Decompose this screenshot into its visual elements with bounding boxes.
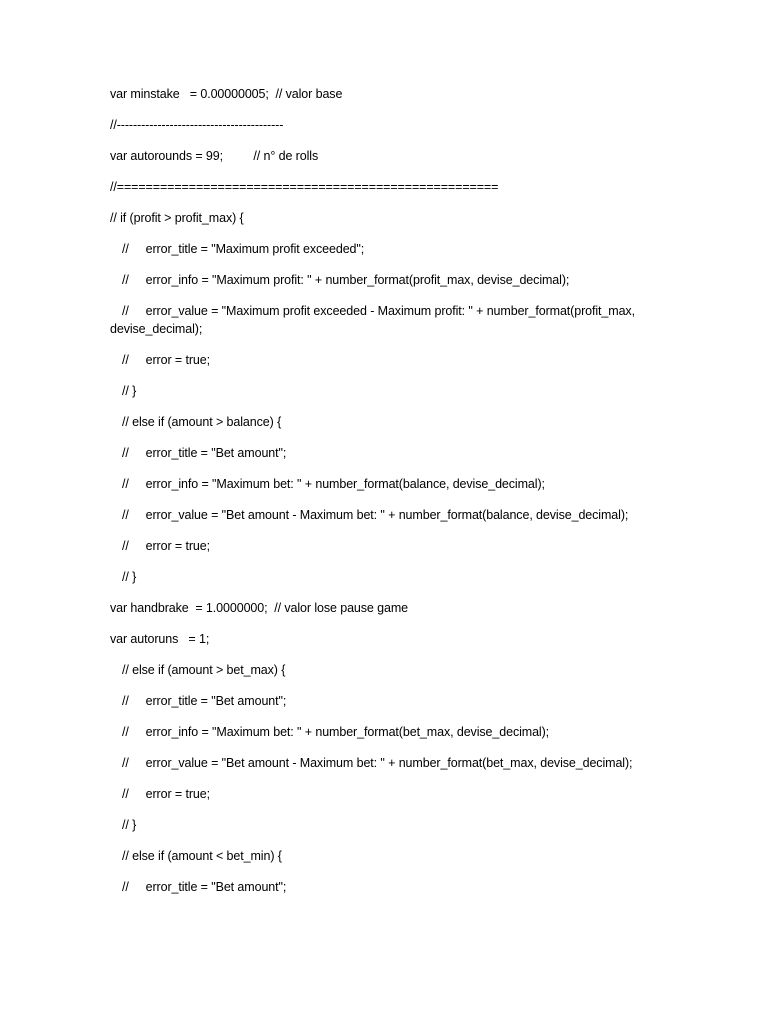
code-line: // if (profit > profit_max) { xyxy=(110,211,244,225)
code-line: // error_value = "Maximum profit exceeded - Maximum profit: " + number_format(profit_max, devise_decimal); xyxy=(110,304,639,336)
code-line: // error_title = "Bet amount"; xyxy=(122,880,287,894)
code-line: // error_title = "Bet amount"; xyxy=(122,446,287,460)
code-line: var autorounds = 99; // n° de rolls xyxy=(110,149,319,163)
code-line: // else if (amount > bet_max) { xyxy=(122,663,286,677)
code-line: //===================================================== xyxy=(110,180,499,194)
code-line: //----------------------------------------- xyxy=(110,118,284,132)
code-line: // error = true; xyxy=(122,353,210,367)
code-line: // error = true; xyxy=(122,787,210,801)
code-line: // error_info = "Maximum bet: " + number_format(balance, devise_decimal); xyxy=(122,477,545,491)
code-line: // error_value = "Bet amount - Maximum bet: " + number_format(bet_max, devise_decimal); xyxy=(122,756,633,770)
code-line: // } xyxy=(122,570,137,584)
code-line: // } xyxy=(122,384,137,398)
document-body xyxy=(110,85,650,909)
code-line: // error_info = "Maximum profit: " + number_format(profit_max, devise_decimal); xyxy=(122,273,570,287)
code-line: var autoruns = 1; xyxy=(110,632,210,646)
code-line: // error_info = "Maximum bet: " + number_format(bet_max, devise_decimal); xyxy=(122,725,550,739)
code-line: // error = true; xyxy=(122,539,210,553)
code-line: // else if (amount < bet_min) { xyxy=(122,849,282,863)
code-line: var minstake = 0.00000005; // valor base xyxy=(110,87,343,101)
code-line: // } xyxy=(122,818,137,832)
code-line: // error_title = "Bet amount"; xyxy=(122,694,287,708)
code-line: // else if (amount > balance) { xyxy=(122,415,282,429)
code-line: // error_value = "Bet amount - Maximum bet: " + number_format(balance, devise_decimal); xyxy=(122,508,629,522)
code-line: // error_title = "Maximum profit exceeded"; xyxy=(122,242,365,256)
code-line: var handbrake = 1.0000000; // valor lose pause game xyxy=(110,601,409,615)
